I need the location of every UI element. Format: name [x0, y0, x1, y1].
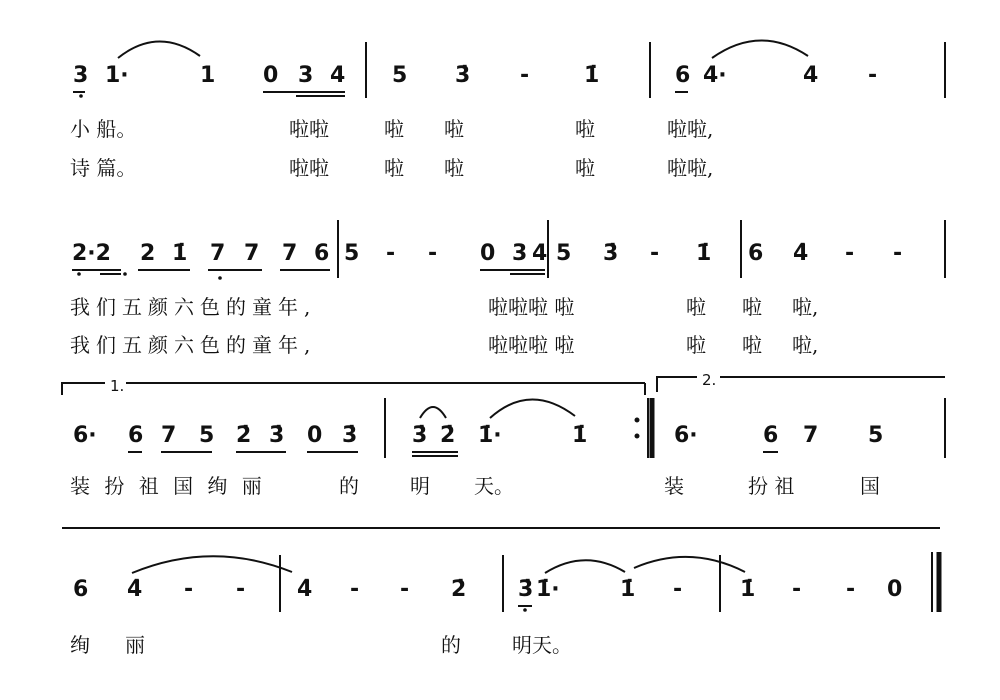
lyric: 啦: [742, 333, 762, 357]
note: 7: [161, 423, 177, 448]
note: 1̇: [696, 241, 712, 266]
note: 2: [140, 241, 156, 266]
lyric: 啦啦,: [667, 156, 714, 180]
note: -: [893, 241, 903, 266]
note: 7: [803, 423, 819, 448]
note: 6: [748, 241, 764, 266]
lyric: 装 扮 祖 国 绚 丽: [70, 474, 266, 498]
slur: [712, 40, 808, 58]
lyric: 啦: [384, 117, 404, 141]
lyric: 的: [339, 474, 359, 498]
lyric: 装: [664, 474, 684, 498]
lyric: 啦: [575, 156, 595, 180]
note: 3̇: [412, 423, 428, 448]
note: 4̇: [127, 577, 143, 602]
lyric: 啦啦,: [667, 117, 714, 141]
note: 4̇: [297, 577, 313, 602]
second-ending-bracket: [657, 377, 697, 392]
note: 1̇: [172, 241, 188, 266]
note: 6·: [674, 423, 698, 448]
note: 5: [344, 241, 360, 266]
note: 4: [330, 63, 346, 88]
note: 5: [392, 63, 408, 88]
note: 1̇: [572, 423, 588, 448]
note: -: [868, 63, 878, 88]
note: 0: [307, 423, 323, 448]
note: -: [520, 63, 530, 88]
note: 2̇: [236, 423, 252, 448]
lyric: 诗 篇。: [70, 156, 137, 180]
lyric: 啦,: [792, 295, 819, 319]
note: 4·: [703, 63, 727, 88]
lyric: 明: [410, 474, 430, 498]
lyric: 啦,: [792, 333, 819, 357]
note: 2̇: [440, 423, 456, 448]
note: 6: [314, 241, 330, 266]
note: 0: [263, 63, 279, 88]
note: -: [400, 577, 410, 602]
lyric: 啦: [686, 295, 706, 319]
note: 4̇: [793, 241, 809, 266]
note: 7: [244, 241, 260, 266]
note: 3: [73, 63, 89, 88]
note: -: [236, 577, 246, 602]
lyric: 啦啦: [289, 156, 329, 180]
note: -: [350, 577, 360, 602]
lyric: 啦啦: [289, 117, 329, 141]
slur: [132, 556, 292, 573]
lyric: 啦: [444, 117, 464, 141]
lyric: 绚: [70, 633, 90, 657]
note: -: [386, 241, 396, 266]
lyric: 啦: [444, 156, 464, 180]
note: 3̇: [455, 63, 471, 88]
note: 3̇: [342, 423, 358, 448]
note: 2̇: [451, 577, 467, 602]
lyric: 啦: [742, 295, 762, 319]
note: 4: [532, 241, 548, 266]
lyric: 我们五颜六色的童年,: [70, 295, 317, 319]
lyric: 小 船。: [70, 117, 137, 141]
note: 3̇: [269, 423, 285, 448]
note: 3̇: [603, 241, 619, 266]
slur: [490, 399, 575, 418]
lyric: 啦啦啦 啦: [488, 333, 575, 357]
note: 6: [128, 423, 144, 448]
lyric: 啦: [575, 117, 595, 141]
second-ending-label: 2.: [702, 371, 717, 389]
note: -: [673, 577, 683, 602]
note: 6: [763, 423, 779, 448]
note: 7: [210, 241, 226, 266]
slur: [545, 560, 625, 573]
note: 1̇: [740, 577, 756, 602]
slur: [634, 557, 745, 572]
lyric: 扮 祖: [748, 474, 795, 498]
note: 0: [480, 241, 496, 266]
note: -: [792, 577, 802, 602]
note: 1̇·: [536, 577, 560, 602]
note: 3̇: [518, 577, 534, 602]
lyric: 啦: [686, 333, 706, 357]
lyric: 天。: [474, 474, 514, 498]
note: 1̇·: [478, 423, 502, 448]
note: 6·: [73, 423, 97, 448]
note: -: [428, 241, 438, 266]
note: 2·2: [72, 241, 111, 266]
note: 5: [556, 241, 572, 266]
note: -: [845, 241, 855, 266]
lyric: 明天。: [512, 633, 572, 657]
note: 1·: [105, 63, 129, 88]
note: -: [184, 577, 194, 602]
slur: [118, 41, 200, 58]
lyric: 啦啦啦 啦: [488, 295, 575, 319]
slur: [420, 407, 446, 418]
note: 1̇: [620, 577, 636, 602]
note: 6: [73, 577, 89, 602]
note: 5: [868, 423, 884, 448]
note: -: [846, 577, 856, 602]
lyric: 的: [441, 633, 461, 657]
note: 5: [199, 423, 215, 448]
note: 1̇: [584, 63, 600, 88]
note: 1: [200, 63, 216, 88]
note: 0: [887, 577, 903, 602]
note: 4: [803, 63, 819, 88]
note: 3: [298, 63, 314, 88]
lyric: 丽: [125, 633, 145, 657]
lyric: 我们五颜六色的童年,: [70, 333, 317, 357]
first-ending-bracket: [62, 383, 105, 395]
note: 7: [282, 241, 298, 266]
note: 3: [512, 241, 528, 266]
lyric: 啦: [384, 156, 404, 180]
note: 6: [675, 63, 691, 88]
note: -: [650, 241, 660, 266]
first-ending-label: 1.: [110, 377, 125, 395]
lyric: 国: [860, 474, 880, 498]
